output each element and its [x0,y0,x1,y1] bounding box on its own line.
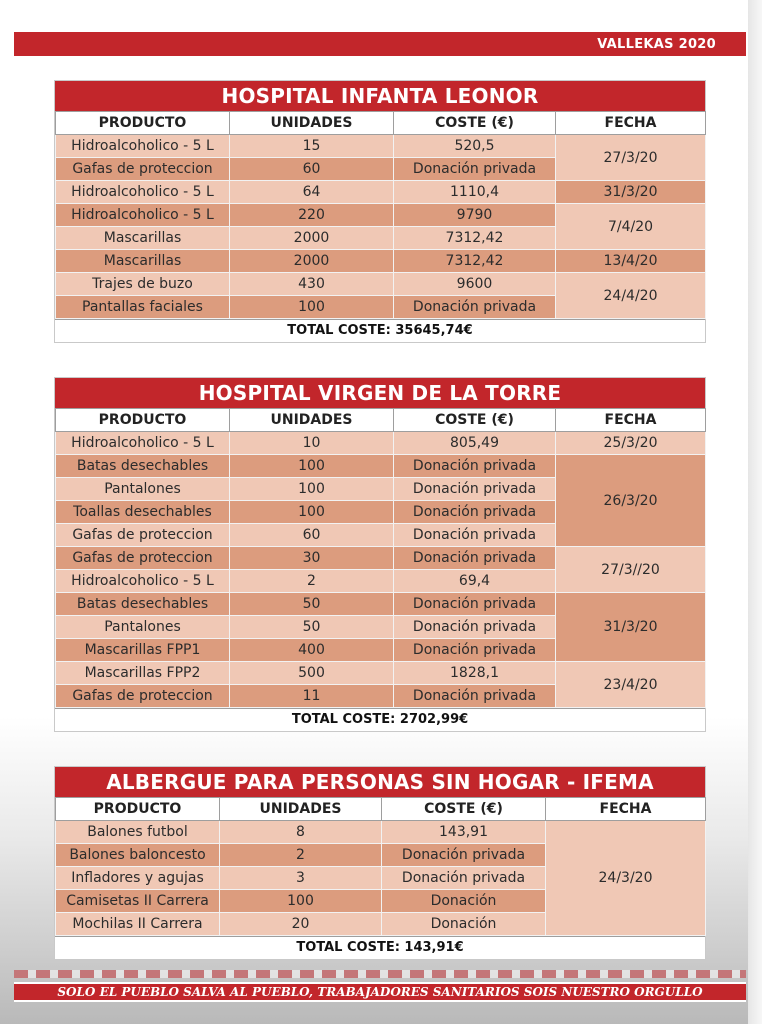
cell-coste: 9790 [394,204,556,227]
cell-coste: Donación privada [394,296,556,319]
cell-fecha: 25/3/20 [556,432,706,455]
cell-producto: Pantallas faciales [56,296,230,319]
cell-coste: Donación privada [394,455,556,478]
cell-unidades: 50 [230,593,394,616]
cell-unidades: 2 [230,570,394,593]
cell-producto: Pantalones [56,478,230,501]
cell-producto: Hidroalcoholico - 5 L [56,570,230,593]
cell-producto: Gafas de proteccion [56,524,230,547]
cell-coste: Donación privada [394,547,556,570]
cell-fecha: 31/3/20 [556,181,706,204]
header-label: VALLEKAS 2020 [597,36,716,52]
table-row [56,135,706,158]
cell-fecha: 13/4/20 [556,250,706,273]
cell-producto: Balones futbol [56,821,220,844]
cell-unidades: 100 [230,501,394,524]
cell-producto: Hidroalcoholico - 5 L [56,204,230,227]
cell-fecha: 31/3/20 [556,593,706,662]
cell-unidades: 60 [230,524,394,547]
cell-fecha: 23/4/20 [556,662,706,708]
footer-motto: SOLO EL PUEBLO SALVA AL PUEBLO, TRABAJADORES SANITARIOS SOIS NUESTRO ORGULLO [57,985,703,999]
cell-coste: 9600 [394,273,556,296]
cell-coste: Donación privada [394,616,556,639]
cell-producto: Camisetas II Carrera [56,890,220,913]
cell-coste: Donación privada [394,639,556,662]
col-header-coste: COSTE (€) [394,409,556,432]
table-title: HOSPITAL VIRGEN DE LA TORRE [55,378,705,408]
table-row [56,432,706,455]
cell-producto: Gafas de proteccion [56,547,230,570]
cell-coste: Donación privada [382,867,546,890]
cell-unidades: 30 [230,547,394,570]
col-header-unidades: UNIDADES [220,798,382,821]
col-header-fecha: FECHA [546,798,706,821]
table-header-row [56,798,706,821]
table-block-virgen-de-la-torre [54,377,706,732]
table-row [56,821,706,844]
cell-unidades: 100 [220,890,382,913]
cell-coste: Donación privada [394,501,556,524]
cell-unidades: 8 [220,821,382,844]
cell-producto: Hidroalcoholico - 5 L [56,135,230,158]
cell-producto: Hidroalcoholico - 5 L [56,432,230,455]
header-band [14,32,746,56]
cell-producto: Mochilas II Carrera [56,913,220,936]
cell-producto: Trajes de buzo [56,273,230,296]
cell-fecha: 26/3/20 [556,455,706,547]
col-header-coste: COSTE (€) [394,112,556,135]
cell-fecha: 24/3/20 [546,821,706,936]
cell-unidades: 3 [220,867,382,890]
table-block-infanta-leonor [54,80,706,343]
cell-unidades: 10 [230,432,394,455]
total-cost: TOTAL COSTE: 35645,74€ [55,319,705,342]
cell-coste: Donación privada [394,158,556,181]
cell-producto: Hidroalcoholico - 5 L [56,181,230,204]
table-row [56,250,706,273]
cell-fecha: 27/3/20 [556,135,706,181]
footer-banner [14,982,746,1002]
cell-unidades: 100 [230,455,394,478]
cell-unidades: 2000 [230,250,394,273]
cell-unidades: 2 [220,844,382,867]
cell-coste: Donación [382,913,546,936]
col-header-fecha: FECHA [556,112,706,135]
col-header-producto: PRODUCTO [56,798,220,821]
cell-producto: Gafas de proteccion [56,685,230,708]
cell-fecha: 24/4/20 [556,273,706,319]
cell-coste: Donación [382,890,546,913]
total-cost: TOTAL COSTE: 2702,99€ [55,708,705,731]
table-title: HOSPITAL INFANTA LEONOR [55,81,705,111]
cell-unidades: 2000 [230,227,394,250]
cell-coste: 520,5 [394,135,556,158]
table-row [56,455,706,478]
col-header-coste: COSTE (€) [382,798,546,821]
decorative-strip [14,970,746,978]
cell-producto: Balones baloncesto [56,844,220,867]
donations-table [55,111,706,319]
cell-producto: Mascarillas [56,250,230,273]
table-row [56,662,706,685]
cell-producto: Pantalones [56,616,230,639]
total-cost: TOTAL COSTE: 143,91€ [55,936,705,959]
cell-coste: 69,4 [394,570,556,593]
cell-unidades: 400 [230,639,394,662]
table-row [56,204,706,227]
page-edge [748,0,762,1024]
cell-producto: Batas desechables [56,455,230,478]
cell-coste: Donación privada [382,844,546,867]
cell-unidades: 500 [230,662,394,685]
cell-fecha: 27/3//20 [556,547,706,593]
col-header-fecha: FECHA [556,409,706,432]
cell-producto: Mascarillas FPP2 [56,662,230,685]
cell-unidades: 64 [230,181,394,204]
donations-table [55,408,706,708]
donations-table [55,797,706,936]
cell-unidades: 430 [230,273,394,296]
cell-coste: 1828,1 [394,662,556,685]
col-header-producto: PRODUCTO [56,112,230,135]
cell-coste: Donación privada [394,478,556,501]
cell-producto: Infladores y agujas [56,867,220,890]
cell-producto: Toallas desechables [56,501,230,524]
cell-coste: 7312,42 [394,227,556,250]
cell-coste: Donación privada [394,685,556,708]
table-header-row [56,409,706,432]
col-header-unidades: UNIDADES [230,409,394,432]
cell-producto: Mascarillas [56,227,230,250]
table-header-row [56,112,706,135]
cell-coste: 143,91 [382,821,546,844]
cell-producto: Gafas de proteccion [56,158,230,181]
cell-coste: Donación privada [394,524,556,547]
cell-producto: Mascarillas FPP1 [56,639,230,662]
table-row [56,273,706,296]
cell-coste: 7312,42 [394,250,556,273]
cell-unidades: 100 [230,296,394,319]
cell-coste: Donación privada [394,593,556,616]
cell-unidades: 60 [230,158,394,181]
cell-producto: Batas desechables [56,593,230,616]
cell-unidades: 15 [230,135,394,158]
cell-unidades: 220 [230,204,394,227]
table-row [56,547,706,570]
table-title: ALBERGUE PARA PERSONAS SIN HOGAR - IFEMA [55,767,705,797]
cell-fecha: 7/4/20 [556,204,706,250]
table-block-albergue-ifema [54,766,706,960]
col-header-unidades: UNIDADES [230,112,394,135]
cell-coste: 1110,4 [394,181,556,204]
cell-unidades: 100 [230,478,394,501]
col-header-producto: PRODUCTO [56,409,230,432]
cell-coste: 805,49 [394,432,556,455]
cell-unidades: 11 [230,685,394,708]
table-row [56,181,706,204]
cell-unidades: 50 [230,616,394,639]
table-row [56,593,706,616]
cell-unidades: 20 [220,913,382,936]
